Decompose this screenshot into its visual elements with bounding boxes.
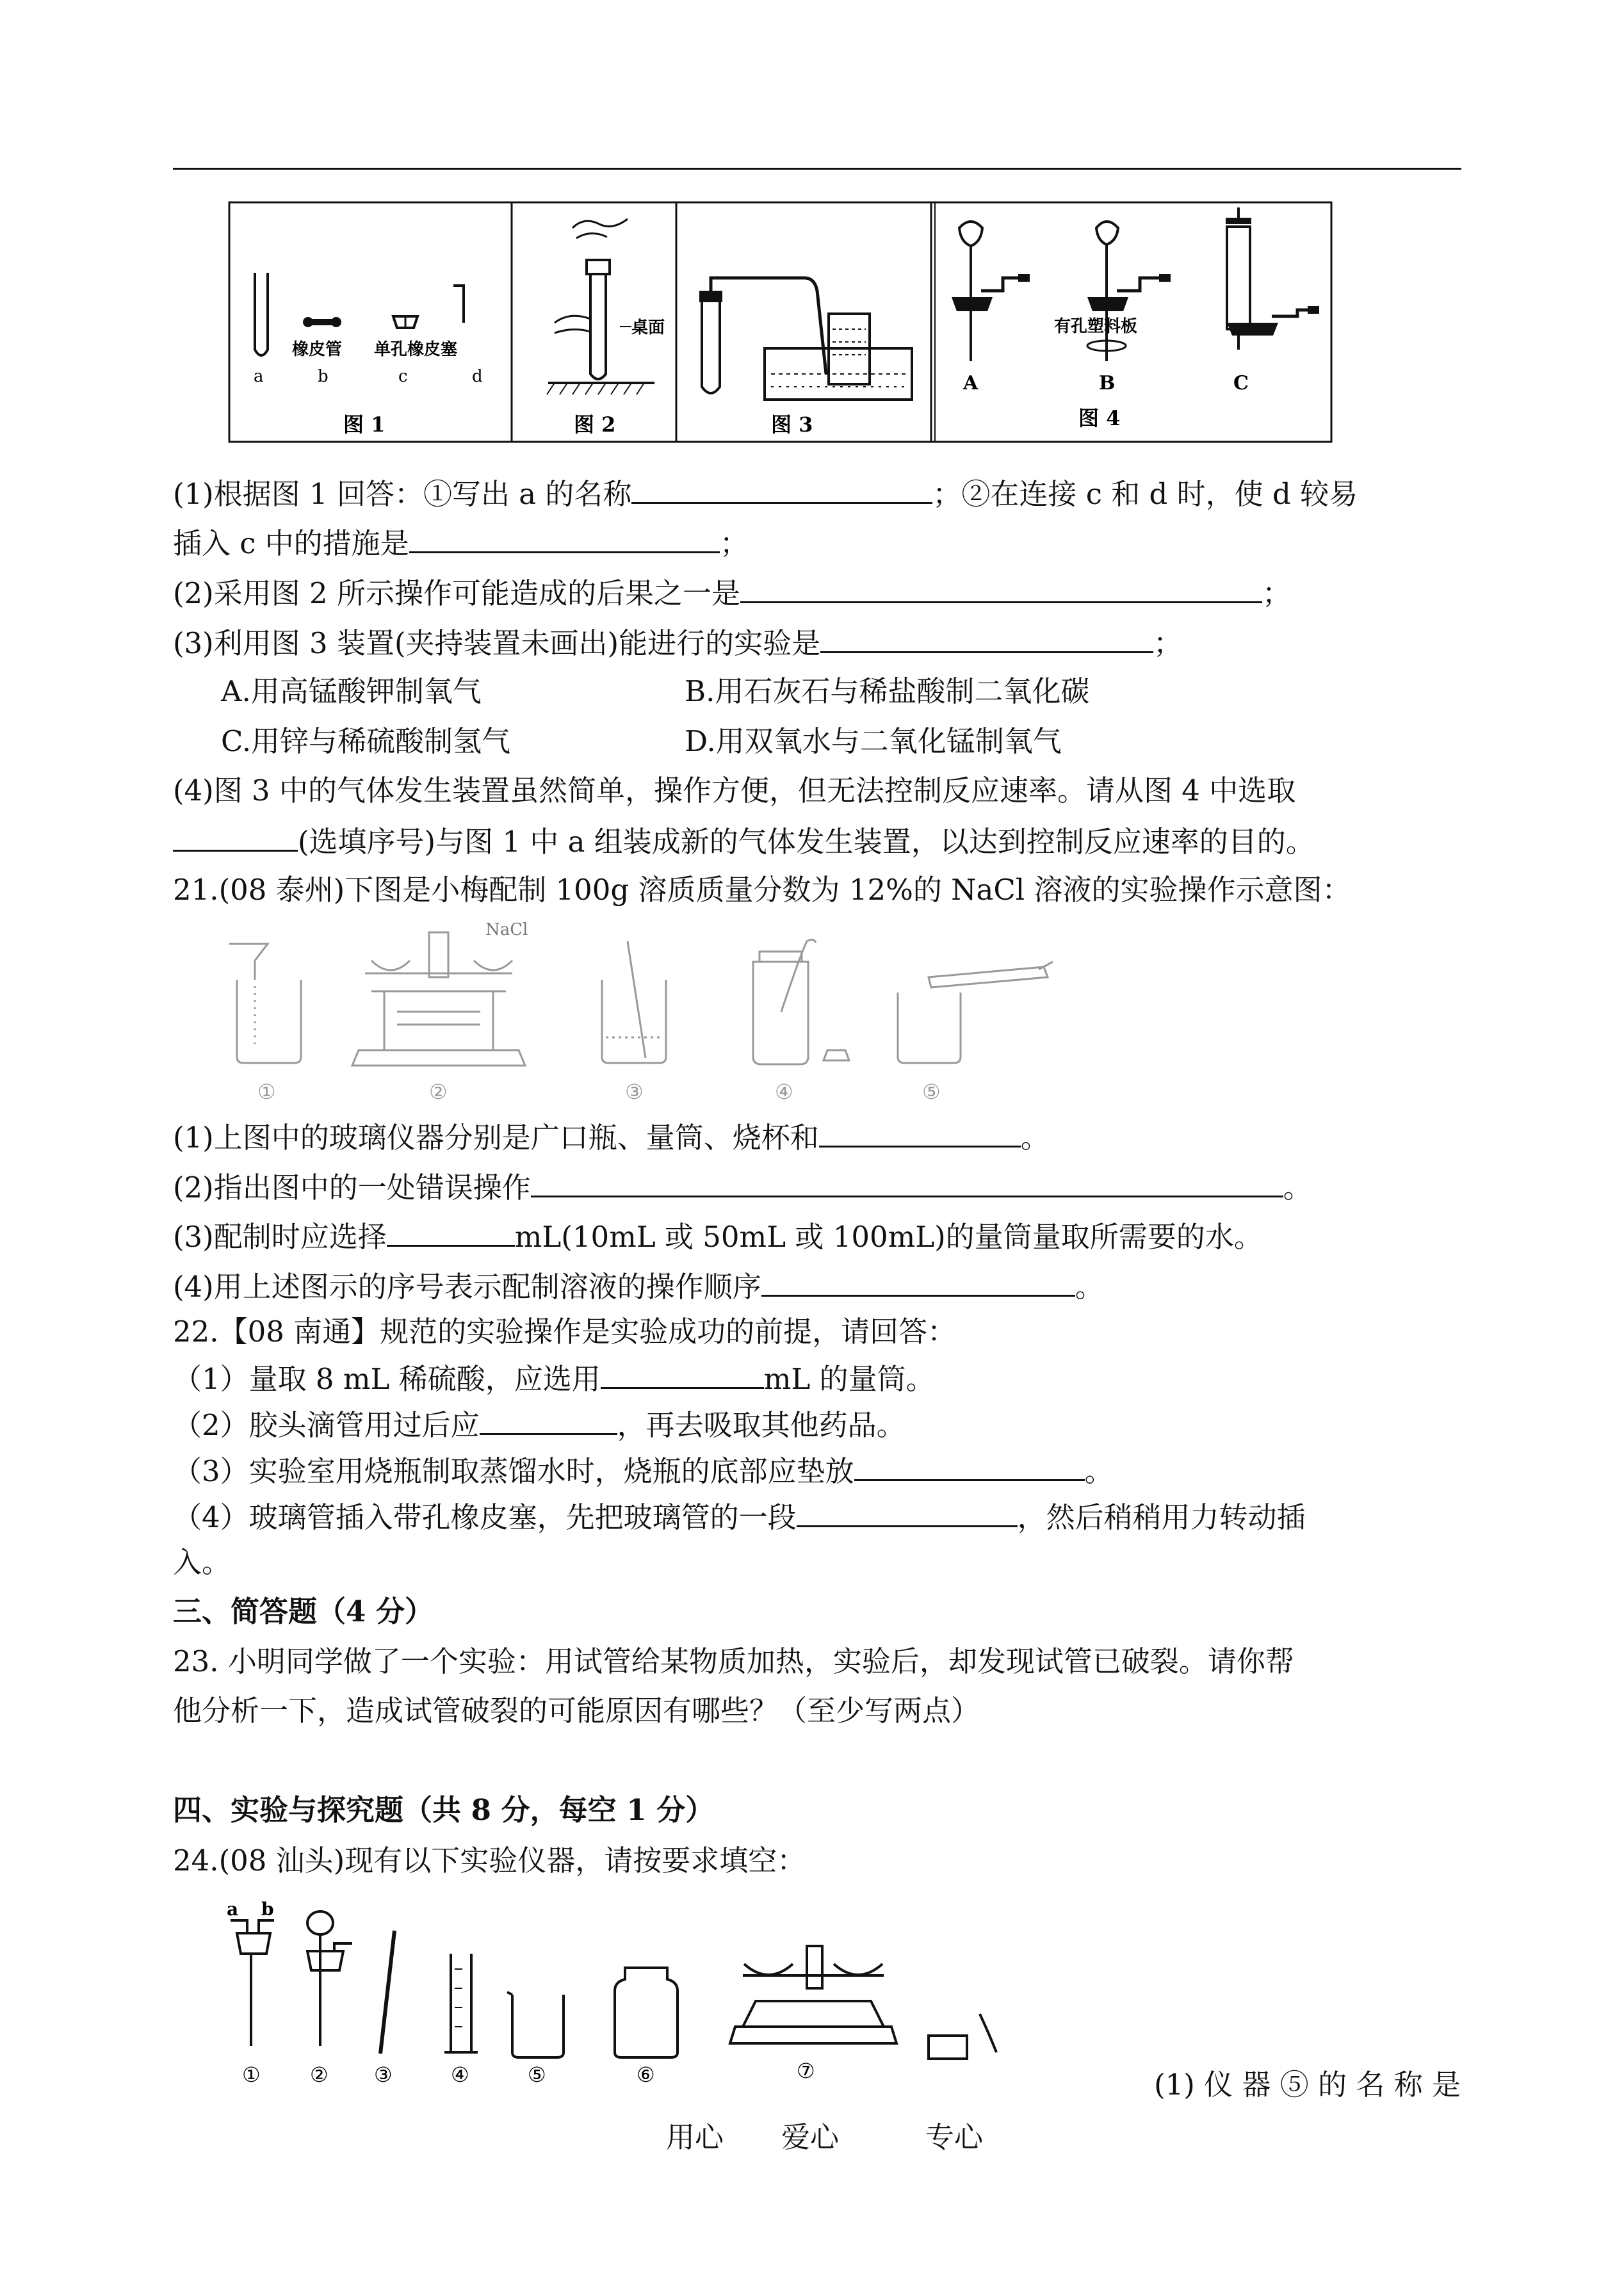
q21-num-1: ① [257, 1080, 276, 1101]
q20-option-a: A.用高锰酸钾制氧气 [221, 674, 482, 708]
q22-part4-blank[interactable] [797, 1497, 1018, 1527]
q20-part4-line1: (4)图 3 中的气体发生装置虽然简单，操作方便，但无法控制反应速率。请从图 4 中选取 [173, 774, 1296, 807]
q24-part1: (1) 仪 器 ⑤ 的 名 称 是 [1154, 2068, 1461, 2102]
q22-part3-text-b: 。 [1084, 1454, 1114, 1488]
q22-title: 22.【08 南通】规范的实验操作是实验成功的前提，请回答： [173, 1315, 957, 1349]
q22-part4 [173, 1497, 1306, 1537]
q22-part3 [173, 1451, 1114, 1491]
q21-part1-blank[interactable] [819, 1117, 1021, 1148]
panel4-apparatus-c-icon [1226, 207, 1319, 350]
q20-part1-text-c: 插入 c 中的措施是 [173, 526, 409, 560]
q22-part1-text-b: mL 的量筒。 [763, 1362, 935, 1396]
q20-part1-blank-b[interactable] [409, 523, 720, 553]
q21-reagent-jar-icon [753, 939, 849, 1064]
figure-q24 [211, 1892, 1069, 2091]
q24-num-2: ② [310, 2063, 329, 2087]
q21-part4-text-a: (4)用上述图示的序号表示配制溶液的操作顺序 [173, 1270, 761, 1304]
q22-part4-text-b: ，然后稍稍用力转动插 [1017, 1500, 1306, 1534]
panel1-label-rubber-tube: 橡皮管 [292, 340, 343, 359]
q21-part2-text-b: 。 [1283, 1171, 1312, 1204]
q24-title: 24.(08 汕头)现有以下实验仪器，请按要求填空： [173, 1844, 806, 1877]
q22-part1-blank[interactable] [601, 1359, 764, 1389]
panel1-rubber-tube-icon [303, 317, 341, 327]
q22-part2-blank[interactable] [480, 1405, 617, 1435]
q21-part2 [173, 1167, 1312, 1207]
q20-part4-blank[interactable] [173, 822, 298, 852]
q21-part4-text-b: 。 [1075, 1270, 1104, 1304]
q21-part3-text-b: mL(10mL 或 50mL 或 100mL)的量筒量取所需要的水。 [514, 1220, 1263, 1254]
q21-num-5: ⑤ [922, 1080, 941, 1101]
q21-label-nacl: NaCl [485, 920, 528, 939]
q20-option-d: D.用双氧水与二氧化锰制氧气 [685, 724, 1062, 758]
q23-line2: 他分析一下，造成试管破裂的可能原因有哪些？（至少写两点） [173, 1694, 980, 1728]
header-rule [173, 168, 1461, 170]
panel3-gas-collection-icon [699, 278, 912, 400]
q22-part4-cont: 入。 [173, 1545, 231, 1579]
q20-part4-line2 [173, 822, 1315, 861]
q20-part1-line1 [173, 474, 1358, 514]
q24-thistle-funnel-icon [307, 1911, 352, 2046]
q21-part1-text-b: 。 [1020, 1121, 1050, 1155]
q21-beaker-cylinder-icon [898, 962, 1053, 1063]
figure-top [228, 201, 1333, 443]
q20-option-b: B.用石灰石与稀盐酸制二氧化碳 [685, 674, 1090, 708]
q23-line1: 23. 小明同学做了一个实验：用试管给某物质加热，实验后，却发现试管已破裂。请你帮 [173, 1644, 1294, 1678]
footer: 用心 爱心 专心 [666, 2120, 984, 2154]
q20-option-c: C.用锌与稀硫酸制氢气 [221, 724, 511, 758]
panel1-glass-tube-icon [453, 286, 464, 323]
q20-part2-text-a: (2)采用图 2 所示操作可能造成的后果之一是 [173, 576, 740, 610]
panel1-letter-b: b [318, 367, 329, 386]
q21-num-3: ③ [625, 1080, 644, 1101]
q22-part3-text-a: （3）实验室用烧瓶制取蒸馏水时，烧瓶的底部应垫放 [173, 1454, 854, 1488]
q20-part1-text-a: (1)根据图 1 回答：①写出 a 的名称 [173, 477, 632, 511]
q24-balance-icon [730, 1946, 996, 2059]
figure-q21 [218, 916, 1114, 1101]
q21-part2-text-a: (2)指出图中的一处错误操作 [173, 1171, 531, 1204]
panel2-hand-insert-icon [555, 219, 631, 379]
q24-num-4: ④ [451, 2063, 469, 2087]
q24-label-b: b [261, 1899, 274, 1920]
q24-num-1: ① [242, 2063, 261, 2087]
q20-part1-text-b: ；②在连接 c 和 d 时，使 d 较易 [932, 477, 1358, 511]
q24-glass-rod-icon [380, 1931, 394, 2054]
panel4-label-plate: 有孔塑料板 [1054, 317, 1138, 336]
panel4-letter-b: B [1099, 372, 1116, 394]
q20-part1-line2 [173, 523, 749, 563]
q20-part3-blank[interactable] [820, 623, 1153, 653]
q21-part2-blank[interactable] [531, 1167, 1283, 1197]
panel4-apparatus-b-icon [1087, 222, 1171, 361]
q21-num-4: ④ [775, 1080, 793, 1101]
q24-wide-mouth-bottle-icon [615, 1968, 678, 2057]
panel1-label-stopper: 单孔橡皮塞 [374, 340, 458, 359]
q20-part1-blank-a[interactable] [631, 474, 932, 504]
q21-part3-text-a: (3)配制时应选择 [173, 1220, 387, 1254]
q20-part3 [173, 623, 1182, 663]
panel1-stopper-icon [393, 316, 418, 328]
q21-part4-blank[interactable] [761, 1267, 1075, 1297]
q21-part1 [173, 1117, 1050, 1157]
q22-part2-text-a: （2）胶头滴管用过后应 [173, 1408, 480, 1442]
q20-part4-text-b: (选填序号)与图 1 中 a 组装成新的气体发生装置，以达到控制反应速率的目的。 [298, 825, 1315, 859]
q20-part1-text-d: ； [719, 526, 749, 560]
q24-num-6: ⑥ [637, 2063, 655, 2087]
q22-part4-text-a: （4）玻璃管插入带孔橡皮塞，先把玻璃管的一段 [173, 1500, 797, 1534]
q21-part3 [173, 1217, 1263, 1256]
panel1-test-tube-icon [255, 273, 268, 355]
q22-part2-text-b: ，再去吸取其他药品。 [617, 1408, 905, 1442]
q21-title: 21.(08 泰州)下图是小梅配制 100g 溶质质量分数为 12%的 NaCl 溶液的实验操作示意图： [173, 873, 1351, 907]
panel3-caption: 图 3 [771, 412, 813, 437]
q21-part1-text-a: (1)上图中的玻璃仪器分别是广口瓶、量筒、烧杯和 [173, 1121, 819, 1155]
panel2-table-surface-icon [547, 383, 654, 394]
q20-part3-text-b: ； [1153, 626, 1183, 660]
panel4-apparatus-a-icon [952, 222, 1030, 361]
q21-balance-icon [352, 932, 525, 1066]
q20-part2 [173, 573, 1291, 613]
q24-num-7: ⑦ [797, 2059, 815, 2083]
q24-stopper-tubes-icon [231, 1920, 274, 2046]
section4-title: 四、实验与探究题（共 8 分，每空 1 分） [173, 1793, 715, 1827]
q21-part3-blank[interactable] [387, 1217, 515, 1247]
q22-part3-blank[interactable] [854, 1451, 1085, 1481]
panel4-letter-a: A [963, 372, 978, 394]
panel2-label-table: 桌面 [631, 318, 665, 337]
panel2-caption: 图 2 [574, 412, 616, 437]
q24-measuring-cylinder-icon [444, 1954, 478, 2052]
q24-num-5: ⑤ [528, 2063, 546, 2087]
panel1-caption: 图 1 [343, 412, 386, 437]
q22-part1 [173, 1359, 935, 1399]
panel1-letter-d: d [472, 367, 483, 386]
q21-beaker-rod-icon [602, 941, 666, 1063]
q21-beaker-funnel-icon [229, 944, 301, 1063]
panel1-letter-c: c [398, 367, 408, 386]
panel4-caption: 图 4 [1078, 406, 1121, 430]
q24-num-3: ③ [374, 2063, 393, 2087]
q20-part3-text-a: (3)利用图 3 装置(夹持装置未画出)能进行的实验是 [173, 626, 821, 660]
q20-part2-text-b: ； [1262, 576, 1291, 610]
panel1-letter-a: a [254, 367, 264, 386]
q24-label-a: a [227, 1899, 239, 1920]
q21-part4 [173, 1267, 1104, 1306]
q21-num-2: ② [429, 1080, 448, 1101]
q22-part1-text-a: （1）量取 8 mL 稀硫酸，应选用 [173, 1362, 601, 1396]
section3-title: 三、简答题（4 分） [173, 1594, 434, 1628]
q22-part2 [173, 1405, 905, 1445]
q24-beaker-icon [507, 1992, 564, 2057]
q20-part2-blank[interactable] [740, 573, 1262, 603]
panel4-letter-c: C [1233, 372, 1249, 394]
